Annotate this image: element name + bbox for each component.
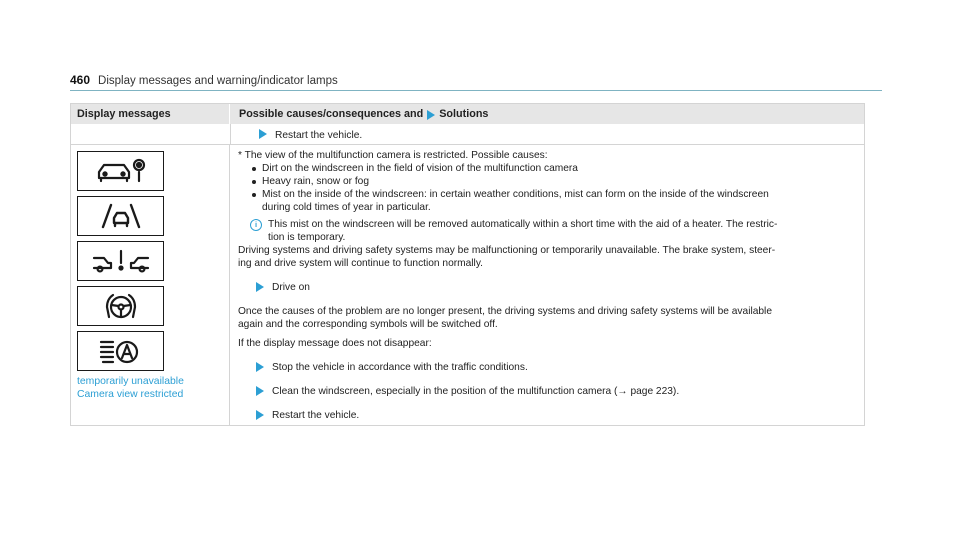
table-row xyxy=(71,124,864,145)
table-header xyxy=(71,104,864,124)
message-temporarily-unavailable: temporarily unavailable xyxy=(77,376,184,387)
col-header-solutions-text: Solutions xyxy=(439,108,489,120)
paragraph: Once the causes of the problem are no longer present, the driving systems and driving safety systems will be available again and the corresponding symbols will be switched off. xyxy=(238,306,772,330)
list-item: Dirt on the windscreen in the field of vision of the multifunction camera xyxy=(252,162,852,175)
step-drive-on: Drive on xyxy=(238,281,852,294)
causes-solutions-cell xyxy=(230,145,864,426)
page-header-title: Display messages and warning/indicator lamps xyxy=(98,75,338,87)
list-item: Heavy rain, snow or fog xyxy=(252,175,852,188)
camera-car-icon xyxy=(77,151,164,191)
steering-wheel-hands-icon xyxy=(77,286,164,326)
page-header xyxy=(70,73,338,87)
step-arrow-icon xyxy=(256,362,264,372)
table-row xyxy=(71,145,864,426)
messages-table xyxy=(70,103,865,426)
paragraph: Driving systems and driving safety systems may be malfunctioning or temporarily unavailable. The brake system, steer- ing and drive system will continue to function normally. xyxy=(238,245,776,269)
info-icon: i xyxy=(250,219,262,231)
paragraph: If the display message does not disappear: xyxy=(238,338,432,349)
page-number: 460 xyxy=(70,73,91,87)
step-arrow-icon xyxy=(256,282,264,292)
step-clean-windscreen: Clean the windscreen, especially in the position of the multifunction camera (→ page 223). xyxy=(238,385,852,398)
header-divider xyxy=(70,90,882,91)
col-header-causes xyxy=(230,104,864,121)
info-note: i This mist on the windscreen will be removed automatically within a short time with the aid of a heater. The restric- tion is temporary. xyxy=(238,218,852,244)
lane-keeping-icon xyxy=(77,196,164,236)
solution-arrow-icon xyxy=(427,110,435,120)
step-text: Restart the vehicle. xyxy=(275,130,363,141)
message-camera-view-restricted: Camera view restricted xyxy=(77,388,184,400)
collision-warning-icon xyxy=(77,241,164,281)
step-stop-vehicle: Stop the vehicle in accordance with the traffic conditions. xyxy=(238,361,852,374)
display-message-cell xyxy=(71,145,230,426)
list-item: Mist on the inside of the windscreen: in certain weather conditions, mist can form on the inside of the windscreen during cold times of year in particular. xyxy=(252,188,852,214)
causes-list xyxy=(238,162,852,214)
step-arrow-icon xyxy=(256,410,264,420)
intro-text: * The view of the multifunction camera is restricted. Possible causes: xyxy=(238,150,548,161)
step-arrow-icon xyxy=(259,129,267,139)
display-message-texts xyxy=(77,376,229,401)
adaptive-headlight-icon xyxy=(77,331,164,371)
col-header-causes-text: Possible causes/consequences and xyxy=(239,108,424,120)
step-restart-vehicle: Restart the vehicle. xyxy=(238,409,852,422)
step-arrow-icon xyxy=(256,386,264,396)
col-header-display-messages: Display messages xyxy=(71,104,230,124)
